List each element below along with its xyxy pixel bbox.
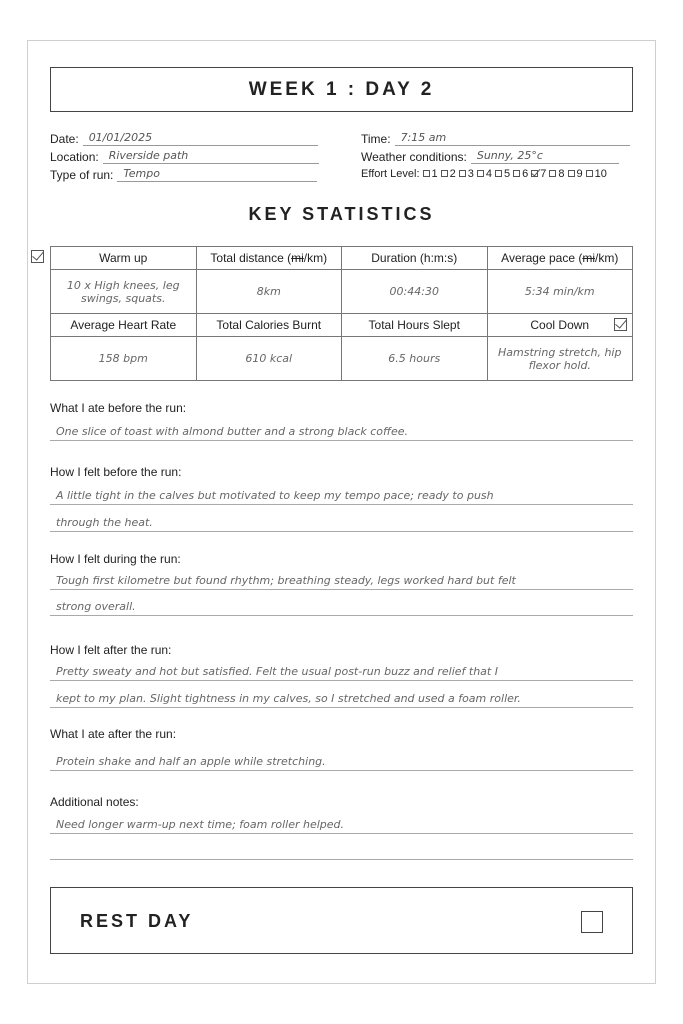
felt-before-question: How I felt before the run: bbox=[50, 465, 182, 479]
calories-value[interactable]: 610 kcal bbox=[196, 337, 342, 381]
effort-checkbox-1[interactable] bbox=[423, 170, 430, 177]
effort-level-label: 9 bbox=[576, 168, 583, 180]
warm-up-checkbox-icon[interactable] bbox=[31, 250, 44, 263]
location-row bbox=[50, 149, 319, 164]
type-row bbox=[50, 167, 317, 182]
effort-level-label: 1 bbox=[431, 168, 438, 180]
pace-label-post: /km) bbox=[595, 251, 619, 265]
location-field[interactable]: Riverside path bbox=[103, 149, 319, 164]
effort-level-label: 10 bbox=[594, 168, 607, 180]
felt-before-answer-line-2[interactable]: through the heat. bbox=[50, 514, 633, 532]
time-label: Time: bbox=[361, 132, 391, 146]
pace-header bbox=[487, 247, 633, 270]
felt-during-answer-line-2[interactable]: strong overall. bbox=[50, 598, 633, 616]
effort-checkbox-4[interactable] bbox=[477, 170, 484, 177]
key-statistics-table bbox=[50, 246, 633, 381]
pace-label-strike: mi bbox=[582, 251, 595, 265]
effort-level-label: 5 bbox=[504, 168, 511, 180]
effort-checkbox-10[interactable] bbox=[586, 170, 593, 177]
effort-level-label: 2 bbox=[449, 168, 456, 180]
page-title: WEEK 1 : DAY 2 bbox=[248, 78, 435, 100]
effort-level bbox=[361, 168, 607, 180]
felt-after-answer-line-1[interactable]: Pretty sweaty and hot but satisfied. Felt the usual post-run buzz and relief that I bbox=[50, 663, 633, 681]
effort-level-label: 6 bbox=[522, 168, 529, 180]
felt-before-answer-line-1[interactable]: A little tight in the calves but motivated to keep my tempo pace; ready to push bbox=[50, 487, 633, 505]
effort-level-label: 3 bbox=[467, 168, 474, 180]
felt-after-question: How I felt after the run: bbox=[50, 643, 172, 657]
effort-checkbox-6[interactable] bbox=[513, 170, 520, 177]
distance-label-pre: Total distance ( bbox=[210, 251, 292, 265]
cool-down-value[interactable]: Hamstring stretch, hip flexor hold. bbox=[487, 337, 633, 381]
calories-header: Total Calories Burnt bbox=[196, 314, 342, 337]
weather-label: Weather conditions: bbox=[361, 150, 467, 164]
duration-value[interactable]: 00:44:30 bbox=[342, 270, 488, 314]
before-ate-question: What I ate before the run: bbox=[50, 401, 187, 415]
pace-label-pre: Average pace ( bbox=[501, 251, 583, 265]
date-field[interactable]: 01/01/2025 bbox=[83, 131, 318, 146]
page-title-box bbox=[50, 67, 633, 112]
time-row bbox=[361, 131, 630, 146]
notes-answer[interactable]: Need longer warm-up next time; foam roller helped. bbox=[50, 816, 633, 834]
distance-header bbox=[196, 247, 342, 270]
sleep-value[interactable]: 6.5 hours bbox=[342, 337, 488, 381]
pace-value[interactable]: 5:34 min/km bbox=[487, 270, 633, 314]
notes-question: Additional notes: bbox=[50, 795, 139, 809]
effort-checkbox-9[interactable] bbox=[568, 170, 575, 177]
effort-checkbox-8[interactable] bbox=[549, 170, 556, 177]
effort-options bbox=[420, 168, 607, 180]
date-label: Date: bbox=[50, 132, 79, 146]
effort-label: Effort Level: bbox=[361, 168, 420, 180]
type-field[interactable]: Tempo bbox=[117, 167, 317, 182]
after-ate-answer[interactable]: Protein shake and half an apple while stretching. bbox=[50, 753, 633, 771]
effort-checkbox-5[interactable] bbox=[495, 170, 502, 177]
felt-during-question: How I felt during the run: bbox=[50, 552, 181, 566]
warm-up-label: Warm up bbox=[99, 251, 148, 265]
warm-up-header bbox=[51, 247, 197, 270]
warm-up-value[interactable]: 10 x High knees, leg swings, squats. bbox=[51, 270, 197, 314]
after-ate-question: What I ate after the run: bbox=[50, 727, 177, 741]
effort-checkbox-7[interactable] bbox=[531, 170, 538, 177]
before-ate-answer[interactable]: One slice of toast with almond butter and a strong black coffee. bbox=[50, 423, 633, 441]
effort-level-label: 8 bbox=[558, 168, 565, 180]
felt-after-answer-line-2[interactable]: kept to my plan. Slight tightness in my calves, so I stretched and used a foam roller. bbox=[50, 690, 633, 708]
key-statistics-title: KEY STATISTICS bbox=[248, 204, 435, 224]
time-field[interactable]: 7:15 am bbox=[395, 131, 630, 146]
sleep-header: Total Hours Slept bbox=[342, 314, 488, 337]
distance-value[interactable]: 8km bbox=[196, 270, 342, 314]
weather-row bbox=[361, 149, 619, 164]
heart-rate-header: Average Heart Rate bbox=[51, 314, 197, 337]
felt-during-answer-line-1[interactable]: Tough first kilometre but found rhythm; breathing steady, legs worked hard but felt bbox=[50, 572, 633, 590]
effort-level-label: 4 bbox=[485, 168, 492, 180]
rest-day-box bbox=[50, 887, 633, 954]
effort-checkbox-3[interactable] bbox=[459, 170, 466, 177]
rest-day-checkbox[interactable] bbox=[581, 911, 603, 933]
type-label: Type of run: bbox=[50, 168, 114, 182]
distance-label-post: /km) bbox=[303, 251, 328, 265]
cool-down-header bbox=[487, 314, 633, 337]
location-label: Location: bbox=[50, 150, 99, 164]
cool-down-label: Cool Down bbox=[530, 318, 590, 332]
rest-day-label: REST DAY bbox=[80, 911, 194, 931]
heart-rate-value[interactable]: 158 bpm bbox=[51, 337, 197, 381]
duration-header: Duration (h:m:s) bbox=[342, 247, 488, 270]
notes-blank-line[interactable] bbox=[50, 859, 633, 860]
weather-field[interactable]: Sunny, 25°c bbox=[471, 149, 619, 164]
effort-checkbox-2[interactable] bbox=[441, 170, 448, 177]
effort-level-label: 7 bbox=[540, 168, 547, 180]
distance-label-strike: mi bbox=[291, 251, 304, 265]
date-row bbox=[50, 131, 318, 146]
cool-down-checkbox-icon[interactable] bbox=[614, 318, 627, 331]
